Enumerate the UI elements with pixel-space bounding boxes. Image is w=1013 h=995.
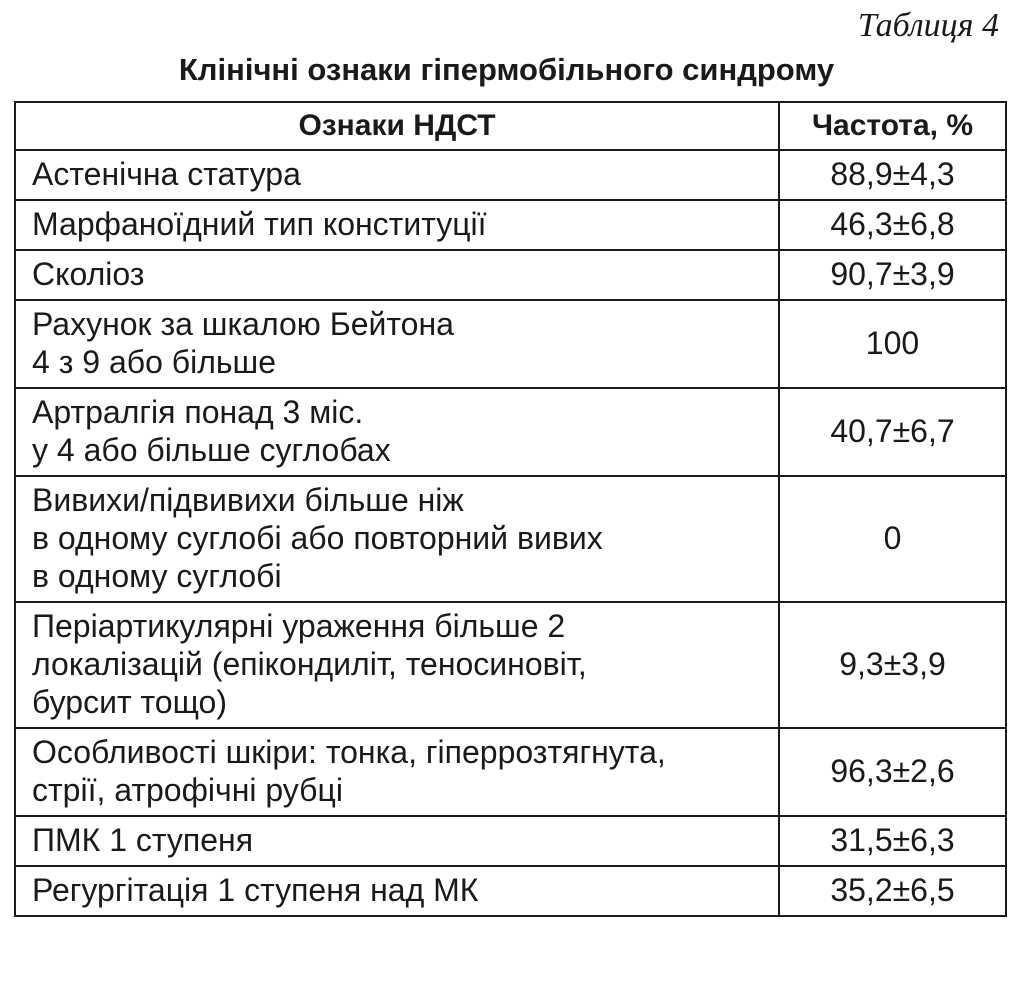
- sign-text-line: 4 з 9 або більше: [32, 344, 276, 380]
- frequency-cell: 40,7±6,7: [779, 388, 1006, 476]
- sign-cell: [15, 602, 779, 728]
- frequency-cell: 96,3±2,6: [779, 728, 1006, 816]
- frequency-cell: 9,3±3,9: [779, 602, 1006, 728]
- sign-cell: [15, 816, 779, 866]
- table-row: [15, 602, 1006, 728]
- table-row: [15, 728, 1006, 816]
- table-title: Клінічні ознаки гіпермобільного синдрому: [178, 52, 835, 87]
- table-row: [15, 150, 1006, 200]
- frequency-cell: 46,3±6,8: [779, 200, 1006, 250]
- sign-text-line: Сколіоз: [32, 256, 145, 292]
- frequency-cell: 31,5±6,3: [779, 816, 1006, 866]
- frequency-cell: 35,2±6,5: [779, 866, 1006, 916]
- sign-text-line: Рахунок за шкалою Бейтона: [32, 306, 454, 342]
- sign-text-line: локалізацій (епікондиліт, теносиновіт,: [32, 646, 587, 682]
- sign-text-line: бурсит тощо): [32, 684, 227, 720]
- table-row: [15, 200, 1006, 250]
- sign-cell: [15, 300, 779, 388]
- sign-cell: [15, 200, 779, 250]
- header-row: [15, 102, 1006, 150]
- column-header-frequency: Частота, %: [779, 102, 1006, 150]
- sign-text-line: Марфаноїдний тип конституції: [32, 206, 487, 242]
- sign-text-line: у 4 або більше суглобах: [32, 432, 391, 468]
- frequency-cell: 88,9±4,3: [779, 150, 1006, 200]
- table-row: [15, 476, 1006, 602]
- table-row: [15, 388, 1006, 476]
- column-header-sign: Ознаки НДСТ: [15, 102, 779, 150]
- sign-text-line: Артралгія понад 3 міс.: [32, 394, 364, 430]
- sign-text-line: Вивихи/підвивихи більше ніж: [32, 482, 464, 518]
- sign-text-line: в одному суглобі або повторний вивих: [32, 520, 603, 556]
- sign-cell: [15, 150, 779, 200]
- table-number: Таблиця 4: [857, 7, 999, 44]
- sign-cell: [15, 250, 779, 300]
- sign-text-line: в одному суглобі: [32, 558, 282, 594]
- sign-text-line: ПМК 1 ступеня: [32, 822, 254, 858]
- table-row: [15, 816, 1006, 866]
- table-row: [15, 300, 1006, 388]
- sign-cell: [15, 866, 779, 916]
- frequency-cell: 0: [779, 476, 1006, 602]
- sign-text-line: Астенічна статура: [32, 156, 301, 192]
- table-row: [15, 250, 1006, 300]
- sign-text-line: Регургітація 1 ступеня над МК: [32, 872, 479, 908]
- clinical-signs-table: [14, 101, 1007, 917]
- sign-text-line: Особливості шкіри: тонка, гіперрозтягнута,: [32, 734, 666, 770]
- table-body: [15, 150, 1006, 916]
- sign-cell: [15, 728, 779, 816]
- frequency-cell: 90,7±3,9: [779, 250, 1006, 300]
- sign-text-line: Періартикулярні ураження більше 2: [32, 608, 566, 644]
- frequency-cell: 100: [779, 300, 1006, 388]
- sign-text-line: стрії, атрофічні рубці: [32, 772, 343, 808]
- sign-cell: [15, 388, 779, 476]
- sign-cell: [15, 476, 779, 602]
- table-row: [15, 866, 1006, 916]
